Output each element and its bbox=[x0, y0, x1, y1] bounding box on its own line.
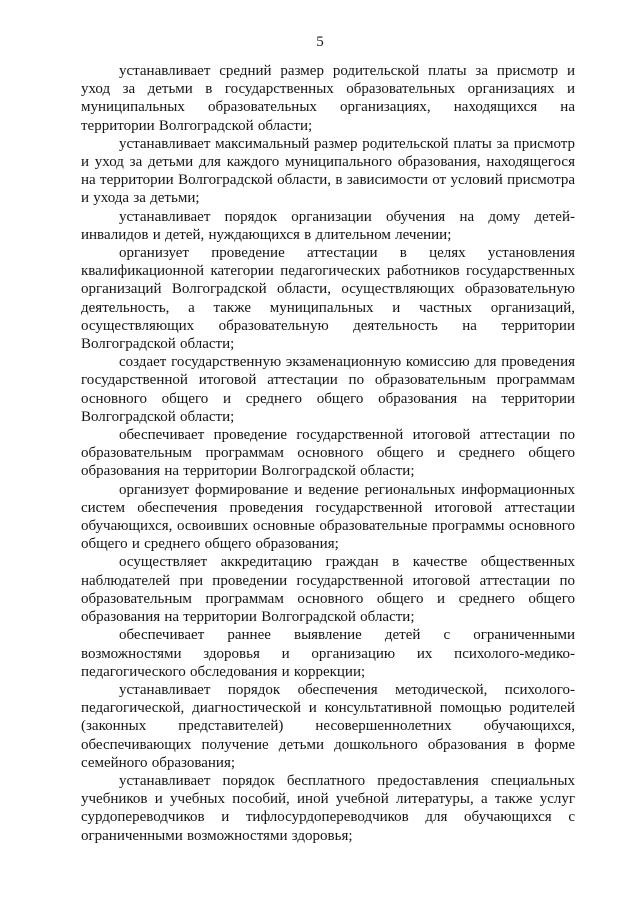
paragraph-teacher-attestation: организует проведение аттестации в целях установления квалификационной категории педагогических работников государственных организаций Волгоградской области, осуществляющих образовательную деятельность, а также муниципальных и частных организаций, осуществляющих образовательную деятельность на территории Волгоградской области; bbox=[81, 245, 575, 353]
page-number: 5 bbox=[316, 34, 324, 50]
paragraph-early-detection: обеспечивает раннее выявление детей с ограниченными возможностями здоровья и организацию их психолого-медико-педагогического обследования и коррекции; bbox=[81, 627, 575, 680]
paragraph-final-attestation: обеспечивает проведение государственной итоговой аттестации по образовательным программам основного общего и среднего общего образования на территории Волгоградской области; bbox=[81, 427, 575, 480]
paragraph-family-education-support: устанавливает порядок обеспечения методической, психолого-педагогической, диагностической и консультативной помощью родителей (законных представителей) несовершеннолетних обучающихся, обеспечивающих получение детьми дошкольного образования в форме семейного образования; bbox=[81, 681, 575, 771]
paragraph-information-systems: организует формирование и ведение региональных информационных систем обеспечения проведения государственной итоговой аттестации обучающихся, освоивших основные образовательные программы основного общего и среднего общего образования; bbox=[81, 481, 575, 553]
paragraph-home-education: устанавливает порядок организации обучения на дому детей-инвалидов и детей, нуждающихся в длительном лечении; bbox=[81, 208, 575, 243]
paragraph-parent-fee-average: устанавливает средний размер родительской платы за присмотр и уход за детьми в государственных образовательных организациях и муниципальных образовательных организациях, находящихся на территории Волгоградской области; bbox=[81, 63, 575, 134]
paragraph-parent-fee-maximum: устанавливает максимальный размер родительской платы за присмотр и уход за детьми для каждого муниципального образования, находящегося на территории Волгоградской области, в зависимости от условий присмотра и ухода за детьми; bbox=[81, 135, 575, 207]
paragraph-special-textbooks: устанавливает порядок бесплатного предоставления специальных учебников и учебных пособий, иной учебной литературы, а также услуг сурдопереводчиков и тифлосурдопереводчиков для обучающихся с ограниченными возможностями здоровья; bbox=[81, 772, 575, 844]
document-body bbox=[81, 62, 575, 845]
paragraph-observer-accreditation: осуществляет аккредитацию граждан в качестве общественных наблюдателей при проведении государственной итоговой аттестации по образовательным программам основного общего и среднего общего образования на территории Волгоградской области; bbox=[81, 554, 575, 626]
paragraph-exam-commission: создает государственную экзаменационную комиссию для проведения государственной итоговой аттестации по образовательным программам основного общего и среднего общего образования на территории Волгоградской области; bbox=[81, 354, 575, 425]
